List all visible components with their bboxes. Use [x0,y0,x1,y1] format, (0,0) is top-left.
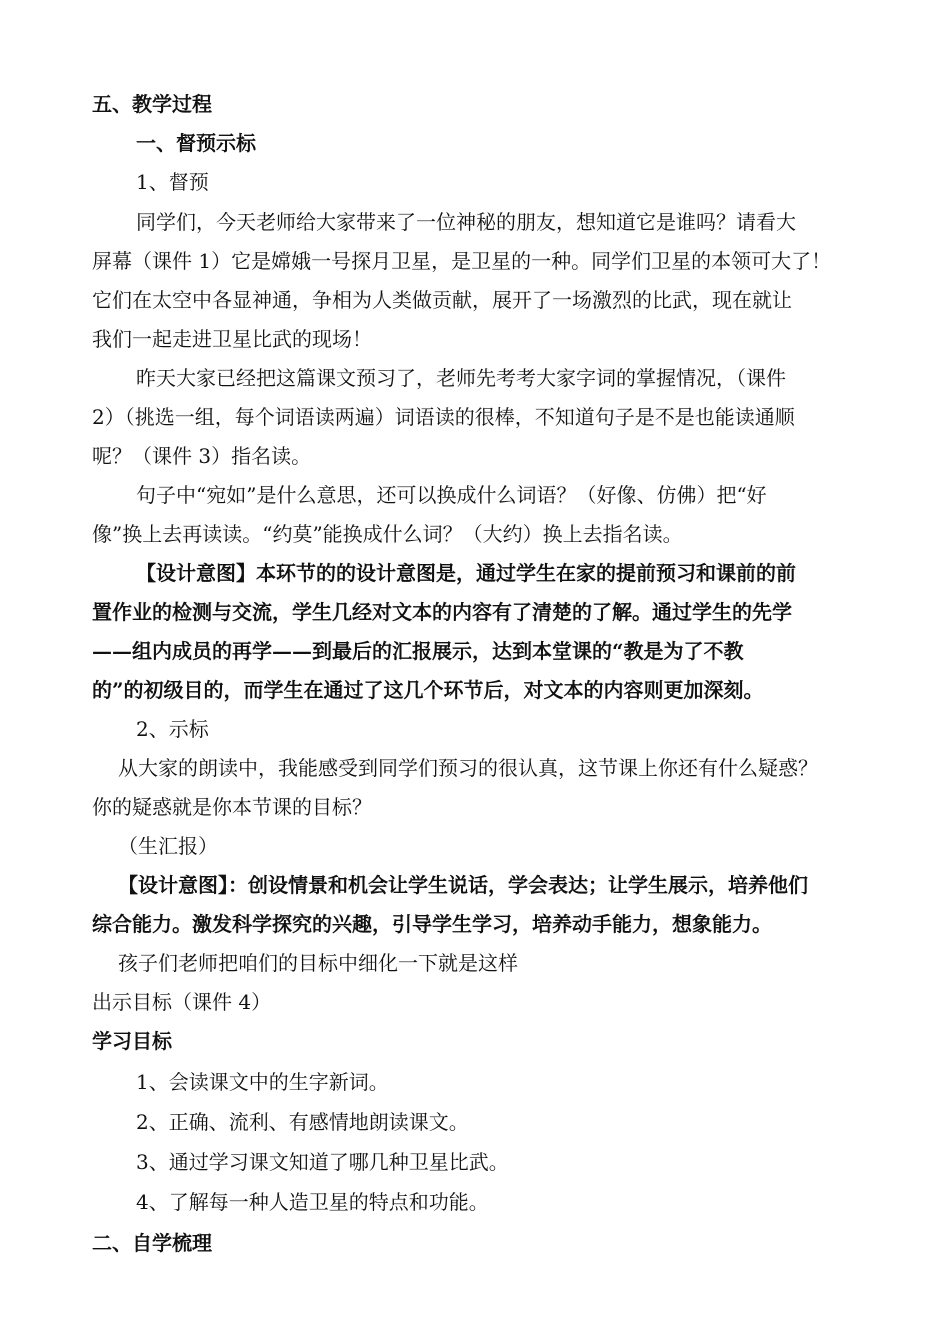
goal-item: 3、通过学习课文知道了哪几种卫星比武。 [136,1150,509,1174]
heading-section-1: 一、督预示标 [136,131,256,155]
paragraph-line: 它们在太空中各显神通，争相为人类做贡献，展开了一场激烈的比武，现在就让 [92,288,792,312]
paragraph-line: 同学们，今天老师给大家带来了一位神秘的朋友，想知道它是谁吗？请看大 [136,210,796,234]
goal-item: 2、正确、流利、有感情地朗读课文。 [136,1110,469,1134]
design-intent-line: 置作业的检测与交流，学生几经对文本的内容有了清楚的了解。通过学生的先学 [92,600,792,624]
heading-section-2: 二、自学梳理 [92,1231,212,1255]
heading-teaching-process: 五、教学过程 [92,92,212,116]
paragraph-line: 屏幕（课件 1）它是嫦娥一号探月卫星，是卫星的一种。同学们卫星的本领可大了！ [92,249,832,273]
paragraph-line: 呢？（课件 3）指名读。 [92,444,312,468]
design-intent-line: 综合能力。激发科学探究的兴趣，引导学生学习，培养动手能力，想象能力。 [92,912,772,936]
paragraph-line: （生汇报） [118,834,218,858]
design-intent-line: 【设计意图】本环节的的设计意图是，通过学生在家的提前预习和课前的前 [136,561,796,585]
paragraph-line: 从大家的朗读中，我能感受到同学们预习的很认真，这节课上你还有什么疑惑？ [118,756,818,780]
design-intent-line: 的”的初级目的，而学生在通过了这几个环节后，对文本的内容则更加深刻。 [92,678,764,702]
paragraph-line: 我们一起走进卫星比武的现场！ [92,327,372,351]
paragraph-line: 像”换上去再读读。“约莫”能换成什么词？（大约）换上去指名读。 [92,522,683,546]
goal-item: 4、了解每一种人造卫星的特点和功能。 [136,1190,489,1214]
design-intent-line: ——组内成员的再学——到最后的汇报展示，达到本堂课的“教是为了不教 [92,639,744,663]
heading-learning-goals: 学习目标 [92,1029,172,1053]
paragraph-line: 昨天大家已经把这篇课文预习了，老师先考考大家字词的掌握情况，（课件 [136,366,786,390]
paragraph-line: 孩子们老师把咱们的目标中细化一下就是这样 [118,951,518,975]
subheading-preview: 1、督预 [136,170,209,194]
paragraph-line: 句子中“宛如”是什么意思，还可以换成什么词语？（好像、仿佛）把“好 [136,483,767,507]
paragraph-line: 你的疑惑就是你本节课的目标？ [92,795,372,819]
design-intent-line: 【设计意图】：创设情景和机会让学生说话，学会表达；让学生展示，培养他们 [118,873,808,897]
subheading-show-goals: 2、示标 [136,717,209,741]
paragraph-line: 2）（挑选一组，每个词语读两遍）词语读的很棒，不知道句子是不是也能读通顺 [92,405,795,429]
paragraph-line: 出示目标（课件 4） [92,990,272,1014]
goal-item: 1、会读课文中的生字新词。 [136,1070,389,1094]
